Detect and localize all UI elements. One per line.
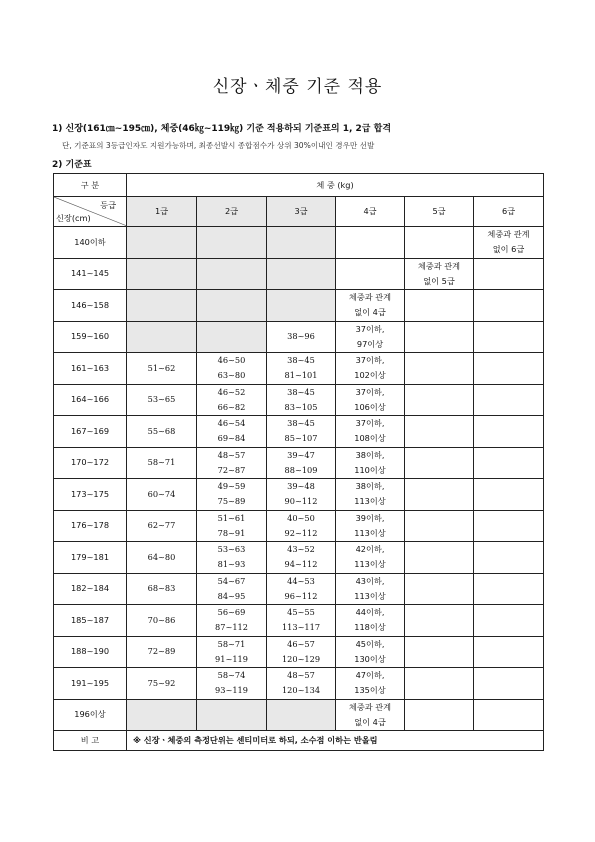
grade-header: 6급 bbox=[474, 197, 544, 227]
table-row bbox=[54, 353, 544, 385]
page-title: 신장ㆍ체중 기준 적용 bbox=[212, 77, 383, 97]
cell-value: 없이 5급 bbox=[423, 275, 455, 286]
grade2-cell bbox=[197, 510, 267, 542]
cell-value: 113이상 bbox=[354, 496, 386, 507]
grade2-cell bbox=[197, 605, 267, 637]
grade-header: 2급 bbox=[197, 197, 267, 227]
cell-value: 39~47 bbox=[287, 449, 315, 460]
cell-value: 102이상 bbox=[354, 370, 386, 381]
grade6-cell bbox=[474, 321, 544, 353]
grade6-cell bbox=[474, 605, 544, 637]
corner-grade-label: 등급 bbox=[100, 200, 116, 210]
cell-value: 46~57 bbox=[287, 638, 315, 649]
cell-value: 161~163 bbox=[70, 362, 110, 373]
height-cell bbox=[54, 384, 127, 416]
cell-value: 53~63 bbox=[217, 544, 246, 555]
cell-value: 55~68 bbox=[147, 425, 176, 436]
cell-value: 45이하, bbox=[355, 638, 385, 649]
grade1-cell bbox=[127, 636, 197, 668]
height-cell bbox=[54, 321, 127, 353]
cell-value: 164~166 bbox=[70, 394, 110, 405]
grade6-cell bbox=[474, 227, 544, 259]
grade1-cell bbox=[127, 353, 197, 385]
grade6-cell bbox=[474, 573, 544, 605]
grade1-cell bbox=[127, 573, 197, 605]
table-row bbox=[54, 699, 544, 731]
standards-table bbox=[53, 173, 544, 751]
height-cell bbox=[54, 605, 127, 637]
cell-value: 47이하, bbox=[355, 670, 385, 681]
cell-value: 176~178 bbox=[70, 520, 110, 531]
cell-value: 185~187 bbox=[70, 614, 110, 625]
grade1-cell bbox=[127, 699, 197, 731]
cell-value: 106이상 bbox=[354, 401, 386, 412]
cell-value: 51~62 bbox=[147, 362, 176, 373]
table-row bbox=[54, 573, 544, 605]
cell-value: 146~158 bbox=[70, 299, 110, 310]
cell-value: 130이상 bbox=[354, 653, 386, 664]
grade3-cell bbox=[267, 321, 336, 353]
grade3-cell bbox=[267, 699, 336, 731]
section-2-heading: 2) 기준표 bbox=[52, 160, 92, 170]
grade3-cell bbox=[267, 447, 336, 479]
grade6-cell bbox=[474, 353, 544, 385]
cell-value: 83~105 bbox=[284, 401, 318, 412]
cell-value: 37이하, bbox=[355, 418, 385, 429]
grade2-cell bbox=[197, 384, 267, 416]
height-cell bbox=[54, 699, 127, 731]
cell-value: 체중과 관계 bbox=[348, 701, 392, 712]
cell-value: 42이하, bbox=[355, 544, 385, 555]
cell-value: 체중과 관계 bbox=[348, 292, 392, 303]
grade6-cell bbox=[474, 258, 544, 290]
cell-value: 46~52 bbox=[217, 386, 246, 397]
cell-value: 87~112 bbox=[215, 622, 248, 633]
grade2-cell bbox=[197, 479, 267, 511]
cell-value: 46~50 bbox=[217, 355, 246, 366]
height-cell bbox=[54, 416, 127, 448]
grade1-cell bbox=[127, 479, 197, 511]
cell-value: 44~53 bbox=[287, 575, 315, 586]
cell-value: 113이상 bbox=[354, 559, 386, 570]
cell-value: 60~74 bbox=[147, 488, 176, 499]
cell-value: 37이하, bbox=[355, 355, 385, 366]
cell-value: 68~83 bbox=[147, 583, 176, 594]
grade2-cell bbox=[197, 573, 267, 605]
height-cell bbox=[54, 479, 127, 511]
grade4-cell bbox=[336, 353, 405, 385]
grade2-cell bbox=[197, 227, 267, 259]
grade2-cell bbox=[197, 321, 267, 353]
cell-value: 96~112 bbox=[284, 590, 318, 601]
height-cell bbox=[54, 542, 127, 574]
table-row bbox=[54, 542, 544, 574]
grade2-cell bbox=[197, 636, 267, 668]
grade1-cell bbox=[127, 668, 197, 700]
cell-value: 159~160 bbox=[70, 331, 110, 342]
cell-value: 140이하 bbox=[74, 236, 106, 247]
grade1-cell bbox=[127, 258, 197, 290]
grade2-cell bbox=[197, 353, 267, 385]
grade1-cell bbox=[127, 416, 197, 448]
grade1-cell bbox=[127, 542, 197, 574]
cell-value: 38~45 bbox=[287, 386, 315, 397]
height-cell bbox=[54, 227, 127, 259]
grade4-cell bbox=[336, 227, 405, 259]
cell-value: 141~145 bbox=[70, 268, 110, 279]
grade2-cell bbox=[197, 542, 267, 574]
grade1-cell bbox=[127, 605, 197, 637]
cell-value: 70~86 bbox=[147, 614, 176, 625]
grade4-cell bbox=[336, 290, 405, 322]
height-cell bbox=[54, 510, 127, 542]
cell-value: 38이하, bbox=[355, 449, 385, 460]
grade1-cell bbox=[127, 321, 197, 353]
grade6-cell bbox=[474, 447, 544, 479]
table-row bbox=[54, 479, 544, 511]
cell-value: 78~91 bbox=[217, 527, 246, 538]
grade5-cell bbox=[405, 258, 474, 290]
cell-value: 173~175 bbox=[70, 488, 110, 499]
cell-value: 53~65 bbox=[147, 394, 176, 405]
grade4-cell bbox=[336, 542, 405, 574]
height-cell bbox=[54, 290, 127, 322]
grade4-cell bbox=[336, 699, 405, 731]
cell-value: 84~95 bbox=[217, 590, 246, 601]
grade-header: 3급 bbox=[267, 197, 336, 227]
header-gubun: 구 분 bbox=[54, 174, 127, 197]
cell-value: 46~54 bbox=[217, 418, 246, 429]
cell-value: 38이하, bbox=[355, 481, 385, 492]
grade-header: 1급 bbox=[127, 197, 197, 227]
cell-value: 75~89 bbox=[217, 496, 246, 507]
grade4-cell bbox=[336, 668, 405, 700]
cell-value: 113~117 bbox=[281, 622, 321, 633]
grade4-cell bbox=[336, 605, 405, 637]
grade6-cell bbox=[474, 636, 544, 668]
cell-value: 120~129 bbox=[281, 653, 321, 664]
cell-value: 체중과 관계 bbox=[487, 229, 530, 240]
grade3-cell bbox=[267, 290, 336, 322]
header-corner bbox=[54, 197, 127, 227]
table-row bbox=[54, 227, 544, 259]
cell-value: 113이상 bbox=[354, 527, 386, 538]
table-row bbox=[54, 447, 544, 479]
cell-value: 110이상 bbox=[354, 464, 386, 475]
table-row bbox=[54, 258, 544, 290]
grade3-cell bbox=[267, 416, 336, 448]
grade3-cell bbox=[267, 573, 336, 605]
table-row bbox=[54, 510, 544, 542]
grade3-cell bbox=[267, 353, 336, 385]
cell-value: 64~80 bbox=[147, 551, 176, 562]
cell-value: 75~92 bbox=[147, 677, 176, 688]
cell-value: 191~195 bbox=[70, 677, 110, 688]
cell-value: 188~190 bbox=[70, 646, 110, 657]
grade5-cell bbox=[405, 542, 474, 574]
cell-value: 66~82 bbox=[217, 401, 246, 412]
cell-value: 94~112 bbox=[284, 559, 318, 570]
grade4-cell bbox=[336, 447, 405, 479]
grade5-cell bbox=[405, 353, 474, 385]
grade1-cell bbox=[127, 290, 197, 322]
grade2-cell bbox=[197, 258, 267, 290]
grade3-cell bbox=[267, 510, 336, 542]
grade5-cell bbox=[405, 605, 474, 637]
grade5-cell bbox=[405, 668, 474, 700]
grade2-cell bbox=[197, 416, 267, 448]
grade4-cell bbox=[336, 384, 405, 416]
grade6-cell bbox=[474, 479, 544, 511]
table-row bbox=[54, 290, 544, 322]
grade6-cell bbox=[474, 668, 544, 700]
cell-value: 43~52 bbox=[287, 544, 315, 555]
cell-value: 37이하, bbox=[355, 323, 385, 334]
section-1-heading: 1) 신장(161㎝~195㎝), 체중(46㎏~119㎏) 기준 적용하되 기준표의 1, 2급 합격 bbox=[52, 124, 392, 134]
cell-value: 69~84 bbox=[217, 433, 246, 444]
grade2-cell bbox=[197, 668, 267, 700]
cell-value: 없이 4급 bbox=[354, 307, 386, 318]
grade1-cell bbox=[127, 227, 197, 259]
grade3-cell bbox=[267, 479, 336, 511]
grade6-cell bbox=[474, 510, 544, 542]
grade5-cell bbox=[405, 699, 474, 731]
height-cell bbox=[54, 353, 127, 385]
remark-label: 비 고 bbox=[54, 731, 127, 751]
grade2-cell bbox=[197, 290, 267, 322]
grade2-cell bbox=[197, 699, 267, 731]
cell-value: 40~50 bbox=[287, 512, 315, 523]
corner-height-label: 신장(cm) bbox=[56, 213, 91, 223]
cell-value: 없이 4급 bbox=[354, 716, 386, 727]
grade5-cell bbox=[405, 227, 474, 259]
grade5-cell bbox=[405, 479, 474, 511]
grade-header: 4급 bbox=[336, 197, 405, 227]
grade5-cell bbox=[405, 510, 474, 542]
cell-value: 45~55 bbox=[287, 607, 315, 618]
cell-value: 63~80 bbox=[217, 370, 246, 381]
cell-value: 120~134 bbox=[281, 685, 321, 696]
cell-value: 48~57 bbox=[287, 670, 315, 681]
cell-value: 체중과 관계 bbox=[417, 260, 461, 271]
grade4-cell bbox=[336, 416, 405, 448]
grade5-cell bbox=[405, 447, 474, 479]
remark-text: ※ 신장ㆍ체중의 측정단위는 센티미터로 하되, 소수점 이하는 반올림 bbox=[127, 731, 544, 751]
grade4-cell bbox=[336, 479, 405, 511]
cell-value: 91~119 bbox=[215, 653, 248, 664]
height-cell bbox=[54, 573, 127, 605]
grade5-cell bbox=[405, 384, 474, 416]
cell-value: 38~45 bbox=[287, 355, 315, 366]
grade3-cell bbox=[267, 258, 336, 290]
table-row bbox=[54, 605, 544, 637]
grade3-cell bbox=[267, 542, 336, 574]
cell-value: 37이하, bbox=[355, 386, 385, 397]
grade5-cell bbox=[405, 416, 474, 448]
grade6-cell bbox=[474, 416, 544, 448]
grade1-cell bbox=[127, 384, 197, 416]
cell-value: 56~69 bbox=[217, 607, 246, 618]
cell-value: 58~74 bbox=[217, 670, 246, 681]
cell-value: 72~87 bbox=[217, 464, 246, 475]
grade5-cell bbox=[405, 573, 474, 605]
cell-value: 39~48 bbox=[287, 481, 315, 492]
grade5-cell bbox=[405, 636, 474, 668]
cell-value: 81~101 bbox=[284, 370, 318, 381]
cell-value: 90~112 bbox=[284, 496, 318, 507]
table-row bbox=[54, 416, 544, 448]
grade5-cell bbox=[405, 321, 474, 353]
cell-value: 93~119 bbox=[215, 685, 248, 696]
grade6-cell bbox=[474, 542, 544, 574]
cell-value: 없이 6급 bbox=[492, 244, 525, 255]
cell-value: 167~169 bbox=[70, 425, 110, 436]
grade6-cell bbox=[474, 290, 544, 322]
cell-value: 58~71 bbox=[147, 457, 176, 468]
cell-value: 88~109 bbox=[284, 464, 318, 475]
cell-value: 196이상 bbox=[74, 709, 106, 720]
grade4-cell bbox=[336, 510, 405, 542]
cell-value: 38~45 bbox=[287, 418, 315, 429]
section-1-note: 단, 기준표의 3등급인자도 지원가능하며, 최종선발시 종합점수가 상위 30%이내인 경우만 선발 bbox=[62, 141, 375, 150]
cell-value: 118이상 bbox=[354, 622, 386, 633]
cell-value: 92~112 bbox=[284, 527, 318, 538]
grade3-cell bbox=[267, 384, 336, 416]
grade2-cell bbox=[197, 447, 267, 479]
cell-value: 44이하, bbox=[355, 607, 385, 618]
cell-value: 51~61 bbox=[217, 512, 246, 523]
cell-value: 81~93 bbox=[217, 559, 246, 570]
cell-value: 62~77 bbox=[147, 520, 176, 531]
table-row bbox=[54, 384, 544, 416]
grade1-cell bbox=[127, 510, 197, 542]
header-weight: 체 중 (kg) bbox=[127, 174, 544, 197]
cell-value: 182~184 bbox=[70, 583, 110, 594]
cell-value: 39이하, bbox=[355, 512, 385, 523]
cell-value: 108이상 bbox=[354, 433, 386, 444]
cell-value: 38~96 bbox=[287, 331, 315, 342]
grade1-cell bbox=[127, 447, 197, 479]
cell-value: 72~89 bbox=[147, 646, 176, 657]
grade4-cell bbox=[336, 636, 405, 668]
table-row bbox=[54, 321, 544, 353]
cell-value: 135이상 bbox=[354, 685, 386, 696]
grade5-cell bbox=[405, 290, 474, 322]
cell-value: 54~67 bbox=[217, 575, 246, 586]
height-cell bbox=[54, 447, 127, 479]
cell-value: 113이상 bbox=[354, 590, 386, 601]
grade-header: 5급 bbox=[405, 197, 474, 227]
grade4-cell bbox=[336, 258, 405, 290]
height-cell bbox=[54, 258, 127, 290]
grade3-cell bbox=[267, 668, 336, 700]
grade6-cell bbox=[474, 384, 544, 416]
height-cell bbox=[54, 636, 127, 668]
grade4-cell bbox=[336, 573, 405, 605]
grade3-cell bbox=[267, 227, 336, 259]
cell-value: 179~181 bbox=[70, 551, 110, 562]
cell-value: 58~71 bbox=[217, 638, 246, 649]
table-row bbox=[54, 668, 544, 700]
cell-value: 43이하, bbox=[355, 575, 385, 586]
cell-value: 85~107 bbox=[284, 433, 318, 444]
cell-value: 49~59 bbox=[217, 481, 246, 492]
grade3-cell bbox=[267, 636, 336, 668]
grade4-cell bbox=[336, 321, 405, 353]
table-row bbox=[54, 636, 544, 668]
cell-value: 170~172 bbox=[70, 457, 110, 468]
cell-value: 48~57 bbox=[217, 449, 246, 460]
cell-value: 97이상 bbox=[356, 338, 384, 349]
grade3-cell bbox=[267, 605, 336, 637]
grade6-cell bbox=[474, 699, 544, 731]
height-cell bbox=[54, 668, 127, 700]
